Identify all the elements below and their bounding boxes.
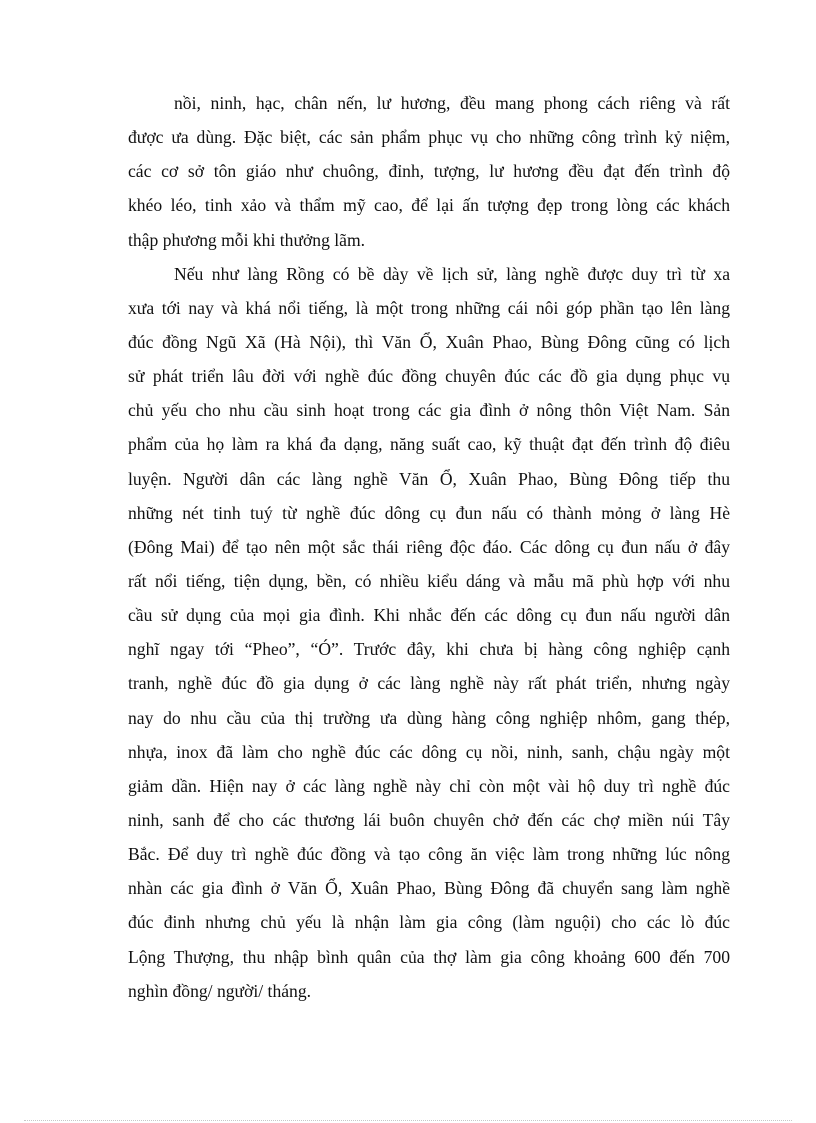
text-line: sử phát triển lâu đời với nghề đúc đồng chuyên đúc các đồ gia dụng phục vụ xyxy=(128,366,730,387)
text-line: nhàn các gia đình ở Văn Ổ, Xuân Phao, Bùng Đông đã chuyển sang làm nghề xyxy=(128,878,730,899)
text-line: nghĩ ngay tới “Pheo”, “Ó”. Trước đây, khi chưa bị hàng công nghiệp cạnh xyxy=(128,639,730,660)
text-line: luyện. Người dân các làng nghề Văn Ổ, Xuân Phao, Bùng Đông tiếp thu xyxy=(128,468,730,489)
text-line: chủ yếu cho nhu cầu sinh hoạt trong các gia đình ở nông thôn Việt Nam. Sản xyxy=(128,400,730,421)
body-text xyxy=(128,86,730,1008)
text-line: khéo léo, tinh xảo và thẩm mỹ cao, để lại ấn tượng đẹp trong lòng các khách xyxy=(128,195,730,216)
text-line: Bắc. Để duy trì nghề đúc đồng và tạo công ăn việc làm trong những lúc nông xyxy=(128,844,730,865)
text-line: những nét tinh tuý từ nghề đúc dông cụ đun nấu có thành mỏng ở làng Hè xyxy=(128,502,730,523)
text-line: nồi, ninh, hạc, chân nến, lư hương, đều mang phong cách riêng và rất xyxy=(174,93,730,113)
text-line: thập phương mỗi khi thưởng lãm. xyxy=(128,229,366,250)
text-line: (Đông Mai) để tạo nên một sắc thái riêng độc đáo. Các dông cụ đun nấu ở đây xyxy=(128,536,730,557)
text-line: nghìn đồng/ người/ tháng. xyxy=(128,980,312,1001)
text-line: giảm dần. Hiện nay ở các làng nghề này chỉ còn một vài hộ duy trì nghề đúc xyxy=(128,775,730,796)
text-line: Nếu như làng Rồng có bề dày về lịch sử, làng nghề được duy trì từ xa xyxy=(174,263,730,284)
text-line: rất nổi tiếng, tiện dụng, bền, có nhiều kiểu dáng và mẫu mã phù hợp với nhu xyxy=(128,570,730,591)
page-bottom-rule xyxy=(24,1120,792,1121)
text-line: cầu sử dụng của mọi gia đình. Khi nhắc đến các dông cụ đun nấu người dân xyxy=(128,605,730,626)
text-line: xưa tới nay và khá nổi tiếng, là một trong những cái nôi góp phần tạo lên làng xyxy=(128,297,730,318)
text-line: các cơ sở tôn giáo như chuông, đỉnh, tượng, lư hương đều đạt đến trình độ xyxy=(128,161,730,182)
text-line: đúc đồng Ngũ Xã (Hà Nội), thì Văn Ổ, Xuân Phao, Bùng Đông cũng có lịch xyxy=(128,331,730,352)
text-line: đúc đinh nhưng chủ yếu là nhận làm gia công (làm nguội) cho các lò đúc xyxy=(128,912,730,933)
text-line: nhựa, inox đã làm cho nghề đúc các dông cụ nồi, ninh, sanh, chậu ngày một xyxy=(128,741,730,762)
text-line: phẩm của họ làm ra khá đa dạng, năng suất cao, kỹ thuật đạt đến trình độ điêu xyxy=(128,434,730,455)
text-line: ninh, sanh để cho các thương lái buôn chuyên chở đến các chợ miền núi Tây xyxy=(128,809,730,830)
text-line: nay do nhu cầu của thị trường ưa dùng hàng công nghiệp nhôm, gang thép, xyxy=(128,707,730,728)
text-line: được ưa dùng. Đặc biệt, các sản phẩm phục vụ cho những công trình kỷ niệm, xyxy=(128,127,730,148)
text-line: tranh, nghề đúc đồ gia dụng ở các làng nghề này rất phát triển, nhưng ngày xyxy=(128,673,730,694)
text-line: Lộng Thượng, thu nhập bình quân của thợ làm gia công khoảng 600 đến 700 xyxy=(128,946,730,967)
